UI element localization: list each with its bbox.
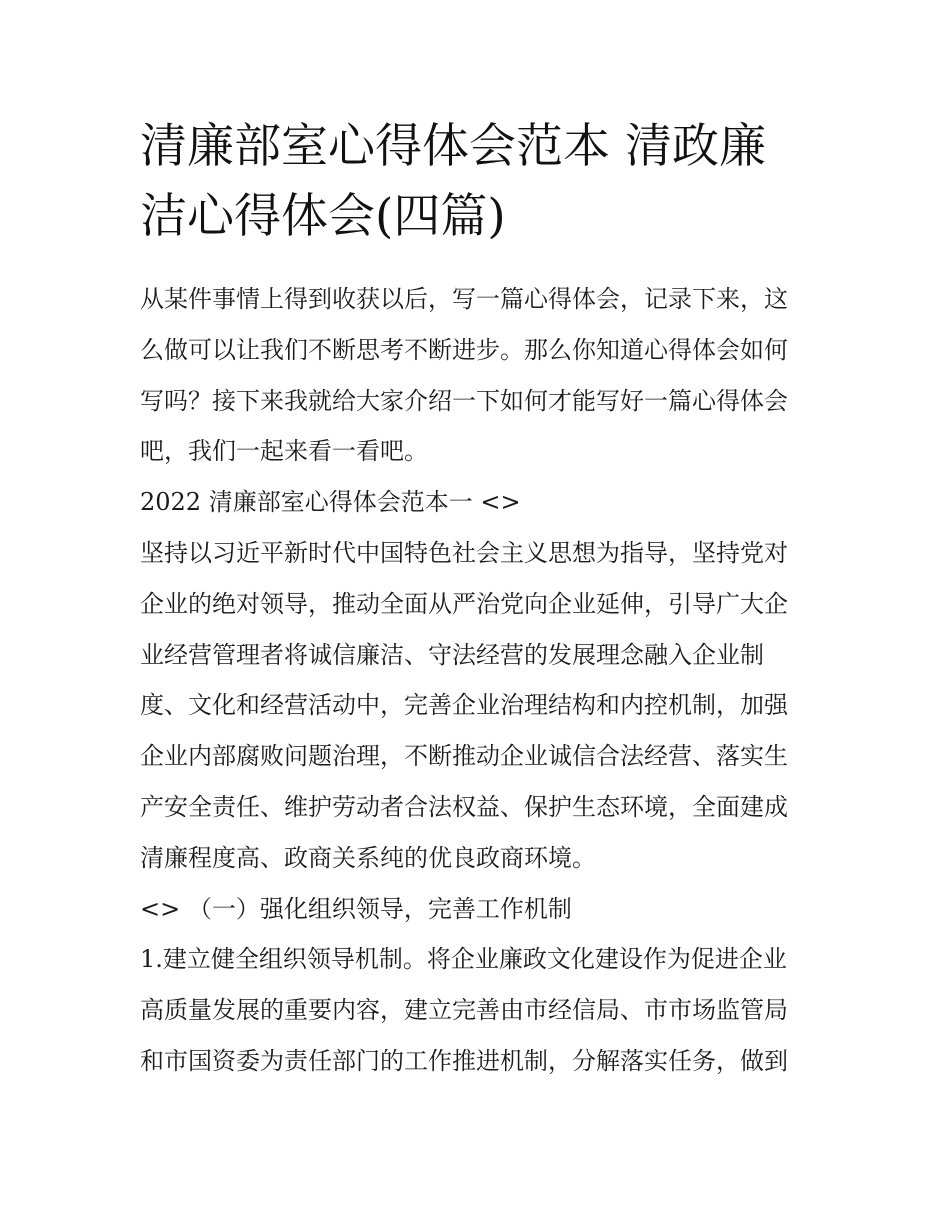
intro-line-2: 么做可以让我们不断思考不断进步。那么你知道心得体会如何 <box>140 335 788 364</box>
item-line-1: 1.建立健全组织领导机制。将企业廉政文化建设作为促进企业 <box>140 945 787 974</box>
document-body <box>140 274 812 1087</box>
paragraph-line-4: 度、文化和经营活动中，完善企业治理结构和内控机制，加强 <box>140 691 788 720</box>
paragraph-line-7: 清廉程度高、政商关系纯的优良政商环境。 <box>140 843 596 872</box>
item-line-2: 高质量发展的重要内容，建立完善由市经信局、市市场监管局 <box>140 996 788 1025</box>
subsection-heading: <> （一）强化组织领导，完善工作机制 <box>140 894 572 923</box>
document-content <box>140 112 812 1087</box>
intro-line-1: 从某件事情上得到收获以后，写一篇心得体会，记录下来，这 <box>140 285 788 313</box>
paragraph-line-3: 业经营管理者将诚信廉洁、守法经营的发展理念融入企业制 <box>140 640 764 669</box>
paragraph-line-2: 企业的绝对领导，推动全面从严治党向企业延伸，引导广大企 <box>140 589 788 618</box>
section-heading: 2022 清廉部室心得体会范本一 <> <box>140 488 521 517</box>
title-line-2: 洁心得体会(四篇) <box>140 189 506 244</box>
intro-line-4: 吧，我们一起来看一看吧。 <box>140 437 428 466</box>
intro-line-3: 写吗？接下来我就给大家介绍一下如何才能写好一篇心得体会 <box>140 386 788 415</box>
paragraph-line-1: 坚持以习近平新时代中国特色社会主义思想为指导，坚持党对 <box>140 538 788 567</box>
document-title <box>140 112 812 252</box>
paragraph-line-6: 产安全责任、维护劳动者合法权益、保护生态环境，全面建成 <box>140 792 788 821</box>
paragraph-line-5: 企业内部腐败问题治理，不断推动企业诚信合法经营、落实生 <box>140 742 788 771</box>
item-line-3: 和市国资委为责任部门的工作推进机制，分解落实任务，做到 <box>140 1046 788 1075</box>
title-line-1: 清廉部室心得体会范本 清政廉 <box>140 119 766 174</box>
